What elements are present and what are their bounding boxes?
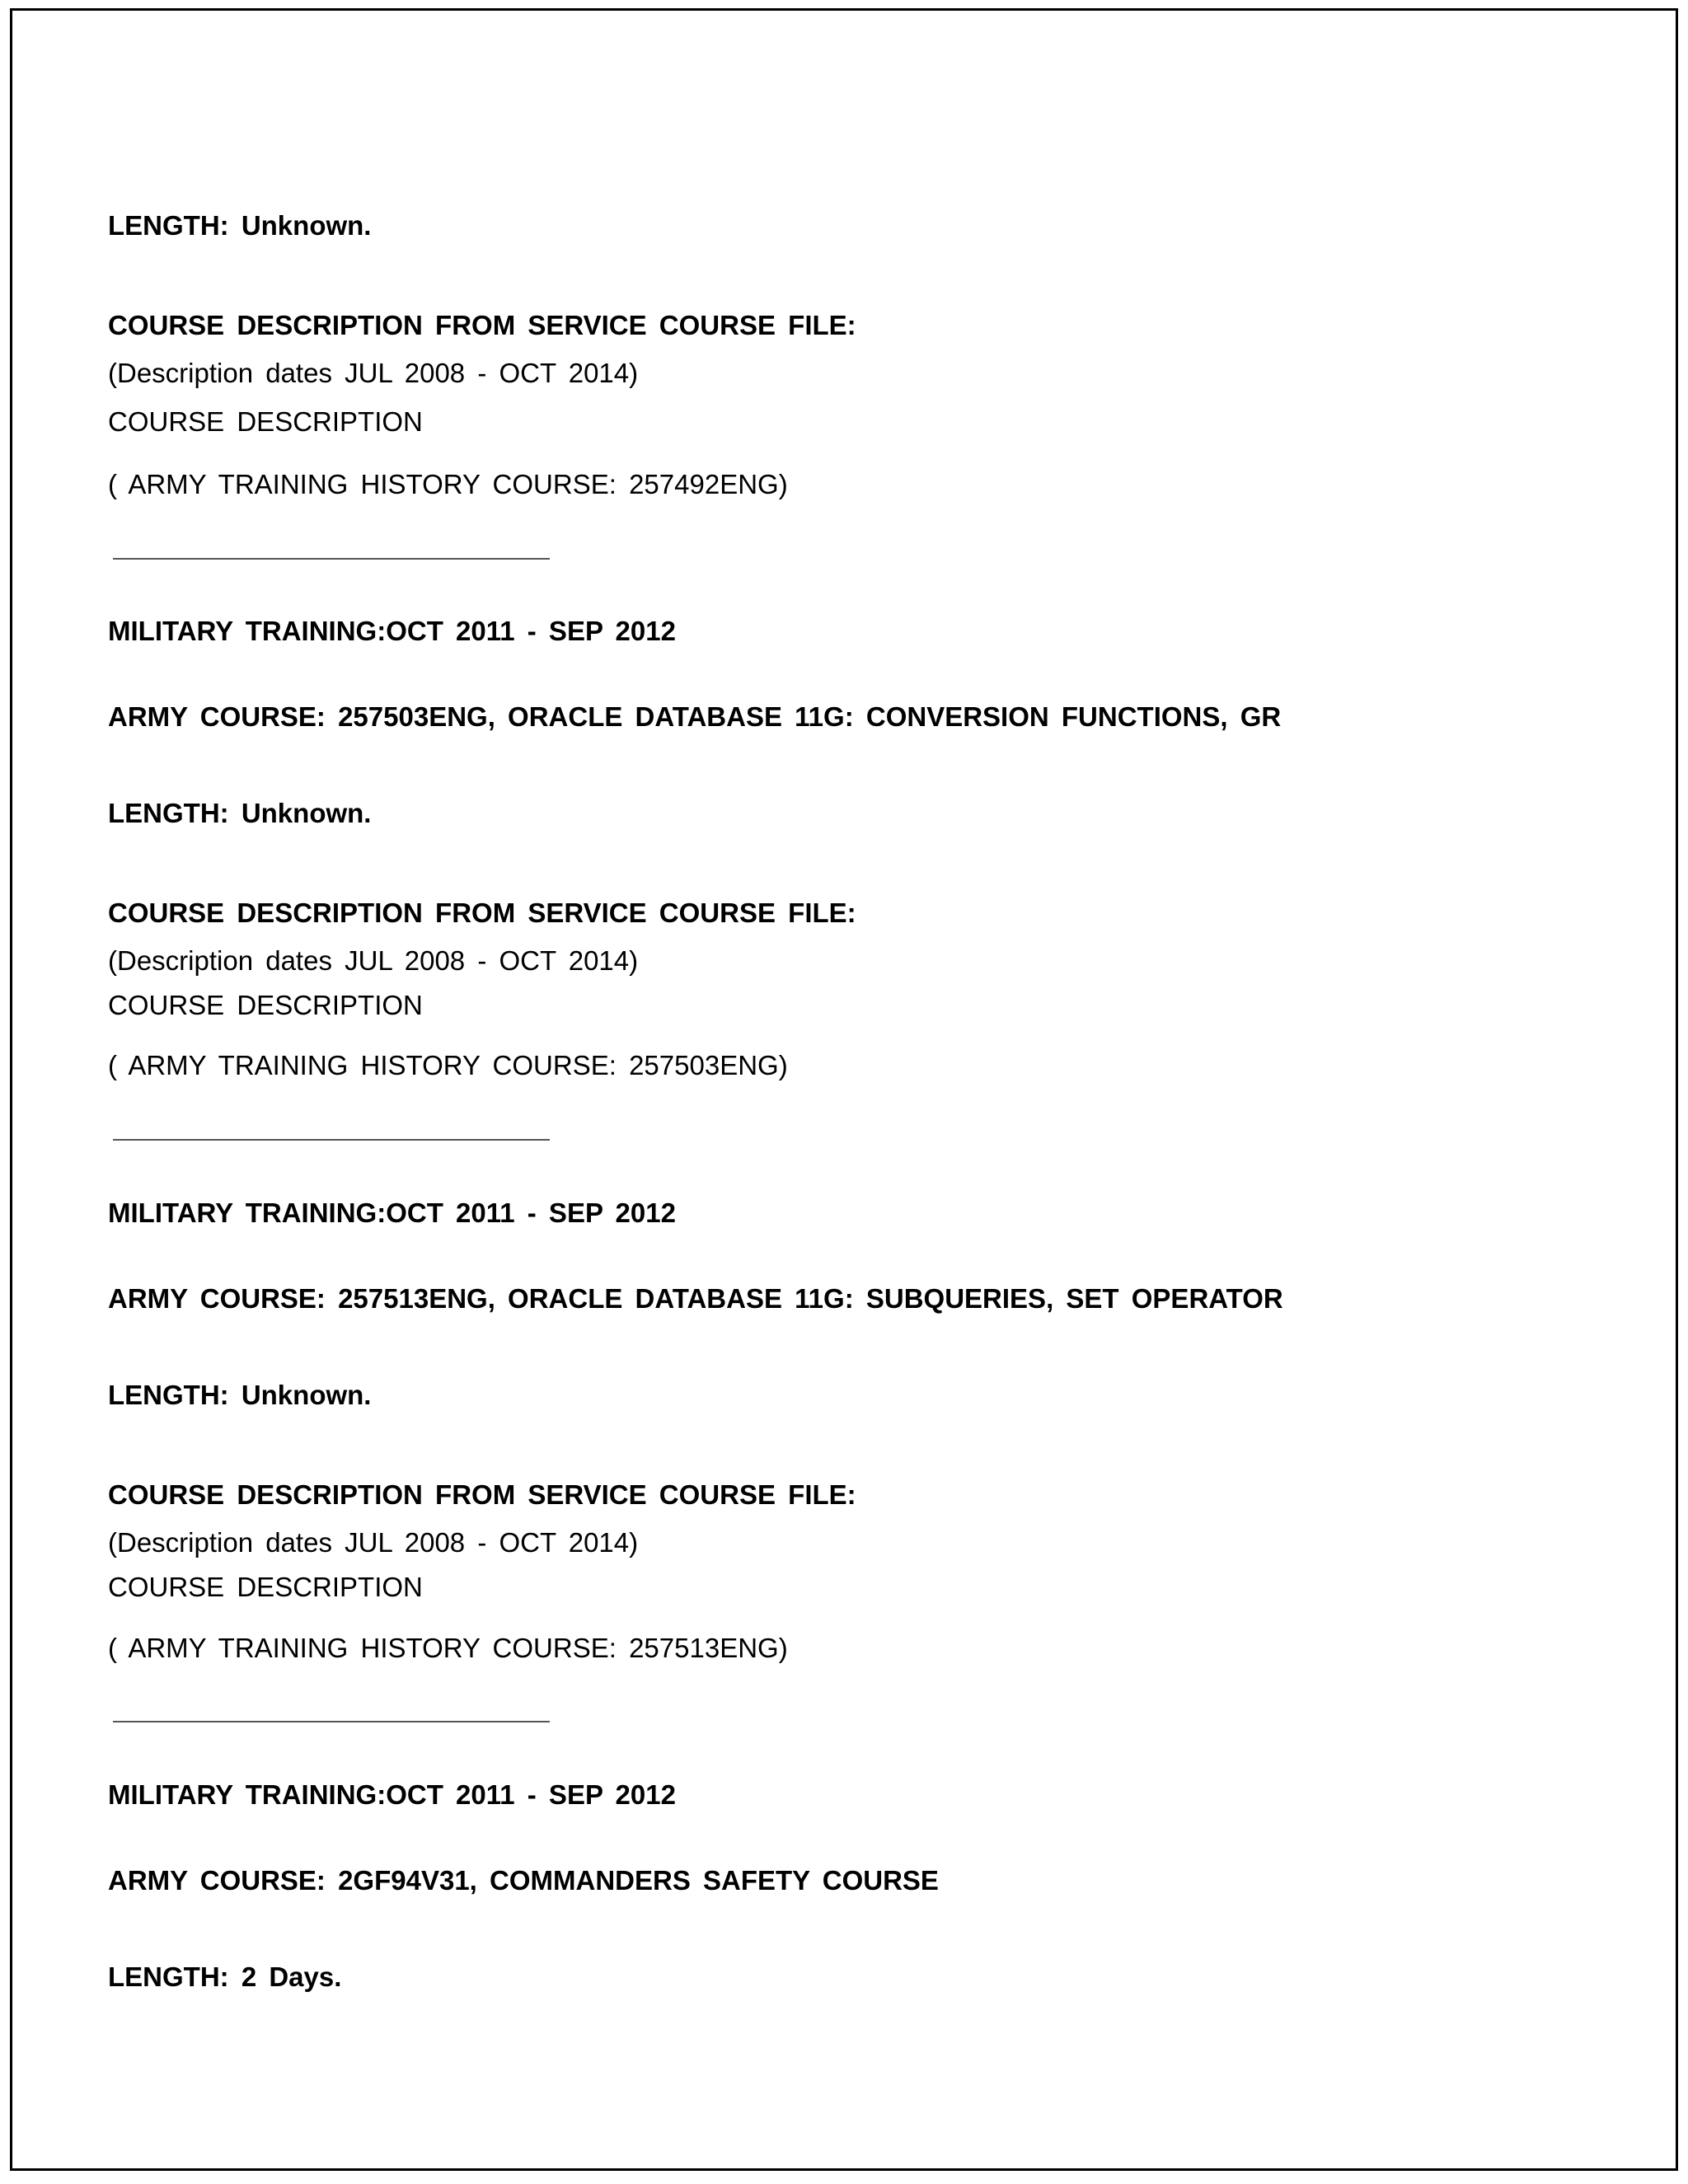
training-history-course: ( ARMY TRAINING HISTORY COURSE: 257492ENG): [108, 469, 788, 499]
course-length: LENGTH: Unknown.: [108, 1380, 372, 1410]
section-divider: [113, 558, 550, 560]
army-course-title: ARMY COURSE: 2GF94V31, COMMANDERS SAFETY COURSE: [108, 1865, 939, 1896]
description-dates: (Description dates JUL 2008 - OCT 2014): [108, 358, 639, 388]
course-description-heading: COURSE DESCRIPTION FROM SERVICE COURSE FILE:: [108, 310, 856, 340]
military-training-dates: MILITARY TRAINING:OCT 2011 - SEP 2012: [108, 616, 676, 646]
course-description-heading: COURSE DESCRIPTION FROM SERVICE COURSE FILE:: [108, 898, 856, 928]
section-divider: [113, 1721, 550, 1722]
course-length: LENGTH: 2 Days.: [108, 1961, 342, 1992]
course-description-label: COURSE DESCRIPTION: [108, 1572, 423, 1602]
course-description-label: COURSE DESCRIPTION: [108, 406, 423, 437]
training-history-course: ( ARMY TRAINING HISTORY COURSE: 257503ENG): [108, 1050, 788, 1080]
military-training-dates: MILITARY TRAINING:OCT 2011 - SEP 2012: [108, 1197, 676, 1228]
course-length: LENGTH: Unknown.: [108, 210, 372, 241]
description-dates: (Description dates JUL 2008 - OCT 2014): [108, 945, 639, 976]
section-divider: [113, 1139, 550, 1141]
training-history-course: ( ARMY TRAINING HISTORY COURSE: 257513ENG): [108, 1633, 788, 1663]
course-description-label: COURSE DESCRIPTION: [108, 990, 423, 1020]
course-length: LENGTH: Unknown.: [108, 798, 372, 828]
army-course-title: ARMY COURSE: 257513ENG, ORACLE DATABASE 11G: SUBQUERIES, SET OPERATOR: [108, 1283, 1283, 1314]
army-course-title: ARMY COURSE: 257503ENG, ORACLE DATABASE 11G: CONVERSION FUNCTIONS, GR: [108, 701, 1282, 732]
military-training-dates: MILITARY TRAINING:OCT 2011 - SEP 2012: [108, 1779, 676, 1810]
course-description-heading: COURSE DESCRIPTION FROM SERVICE COURSE FILE:: [108, 1479, 856, 1510]
description-dates: (Description dates JUL 2008 - OCT 2014): [108, 1527, 639, 1558]
